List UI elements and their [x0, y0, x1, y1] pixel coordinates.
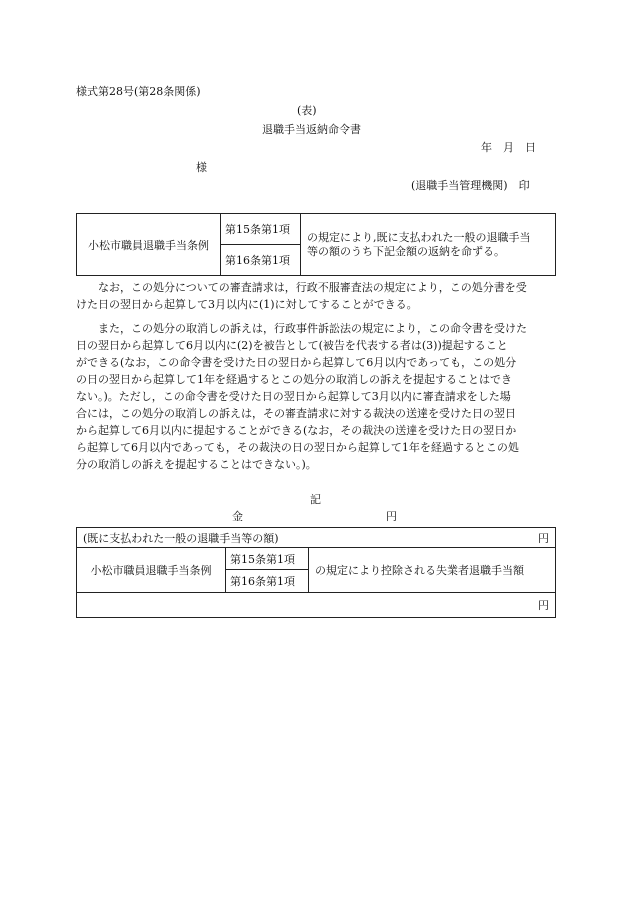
provision-line-1: の規定により,既に支払われた一般の退職手当 [307, 230, 531, 244]
article-15-cell: 第15条第1項 [226, 548, 309, 570]
paid-amount-unit: 円 [538, 531, 549, 545]
provision-line-2: 等の額のうち下記金額の返納を命ずる。 [307, 244, 505, 258]
addressee-label: 様 [196, 161, 207, 174]
provision-cell [301, 214, 556, 276]
lawsuit-line: ができる(なお，この命令書を受けた日の翌日から起算して6月以内であっても，この処分 [76, 356, 517, 369]
lawsuit-line: 日の翌日から起算して6月以内に(2)を被告として(被告を代表する者は(3))提起すること [76, 339, 508, 352]
lawsuit-line: ない。)。ただし，この命令書を受けた日の翌日から起算して3月以内に審査請求をした場 [76, 390, 511, 403]
article-16-cell: 第16条第1項 [226, 570, 309, 592]
paid-amount-label: (既に支払われた一般の退職手当等の額) [83, 531, 279, 545]
article-15-cell: 第15条第1項 [221, 214, 301, 245]
amount-unit: 円 [386, 510, 397, 523]
lawsuit-paragraph [76, 320, 556, 473]
lawsuit-line: 合には，この処分の取消しの訴えは，その審査請求に対する裁決の送達を受けた日の翌日 [76, 407, 516, 420]
deduction-provision-cell: の規定により控除される失業者退職手当額 [309, 548, 556, 592]
lawsuit-line: 分の取消しの訴えを提起することはできない。)。 [76, 458, 317, 471]
appeal-paragraph [76, 279, 556, 313]
document-title: 退職手当返納命令書 [262, 123, 361, 136]
lawsuit-line: また，この処分の取消しの訴えは，行政事件訴訟法の規定により，この命令書を受けた [98, 322, 527, 335]
ordinance-cell: 小松市職員退職手当条例 [77, 548, 226, 592]
order-table [76, 213, 556, 276]
paid-amount-row [77, 528, 556, 548]
lawsuit-line: から起算して6月以内に提起することができる(なお，その裁決の送達を受けた日の翌日か [76, 424, 517, 437]
lawsuit-line: の日の翌日から起算して1年を経過するとこの処分の取消しの訴えを提起することはでき [76, 373, 512, 386]
issuer-seal: (退職手当管理機関) 印 [411, 179, 530, 192]
amount-table [76, 527, 556, 618]
appeal-line: なお，この処分についての審査請求は，行政不服審査法の規定により，この処分書を受 [98, 281, 527, 294]
ordinance-cell: 小松市職員退職手当条例 [77, 214, 221, 276]
lawsuit-line: ら起算して6月以内であっても，その裁決の日の翌日から起算して1年を経過するとこの処 [76, 441, 519, 454]
form-number: 様式第28号(第28条関係) [76, 85, 201, 98]
date-field: 年 月 日 [481, 141, 536, 154]
appeal-line: けた日の翌日から起算して3月以内に(1)に対してすることができる。 [76, 298, 418, 311]
front-label: (表) [297, 104, 317, 117]
deduction-amount-row: 円 [77, 592, 556, 617]
record-heading: 記 [310, 493, 321, 506]
amount-label: 金 [232, 510, 243, 523]
article-16-cell: 第16条第1項 [221, 245, 301, 276]
